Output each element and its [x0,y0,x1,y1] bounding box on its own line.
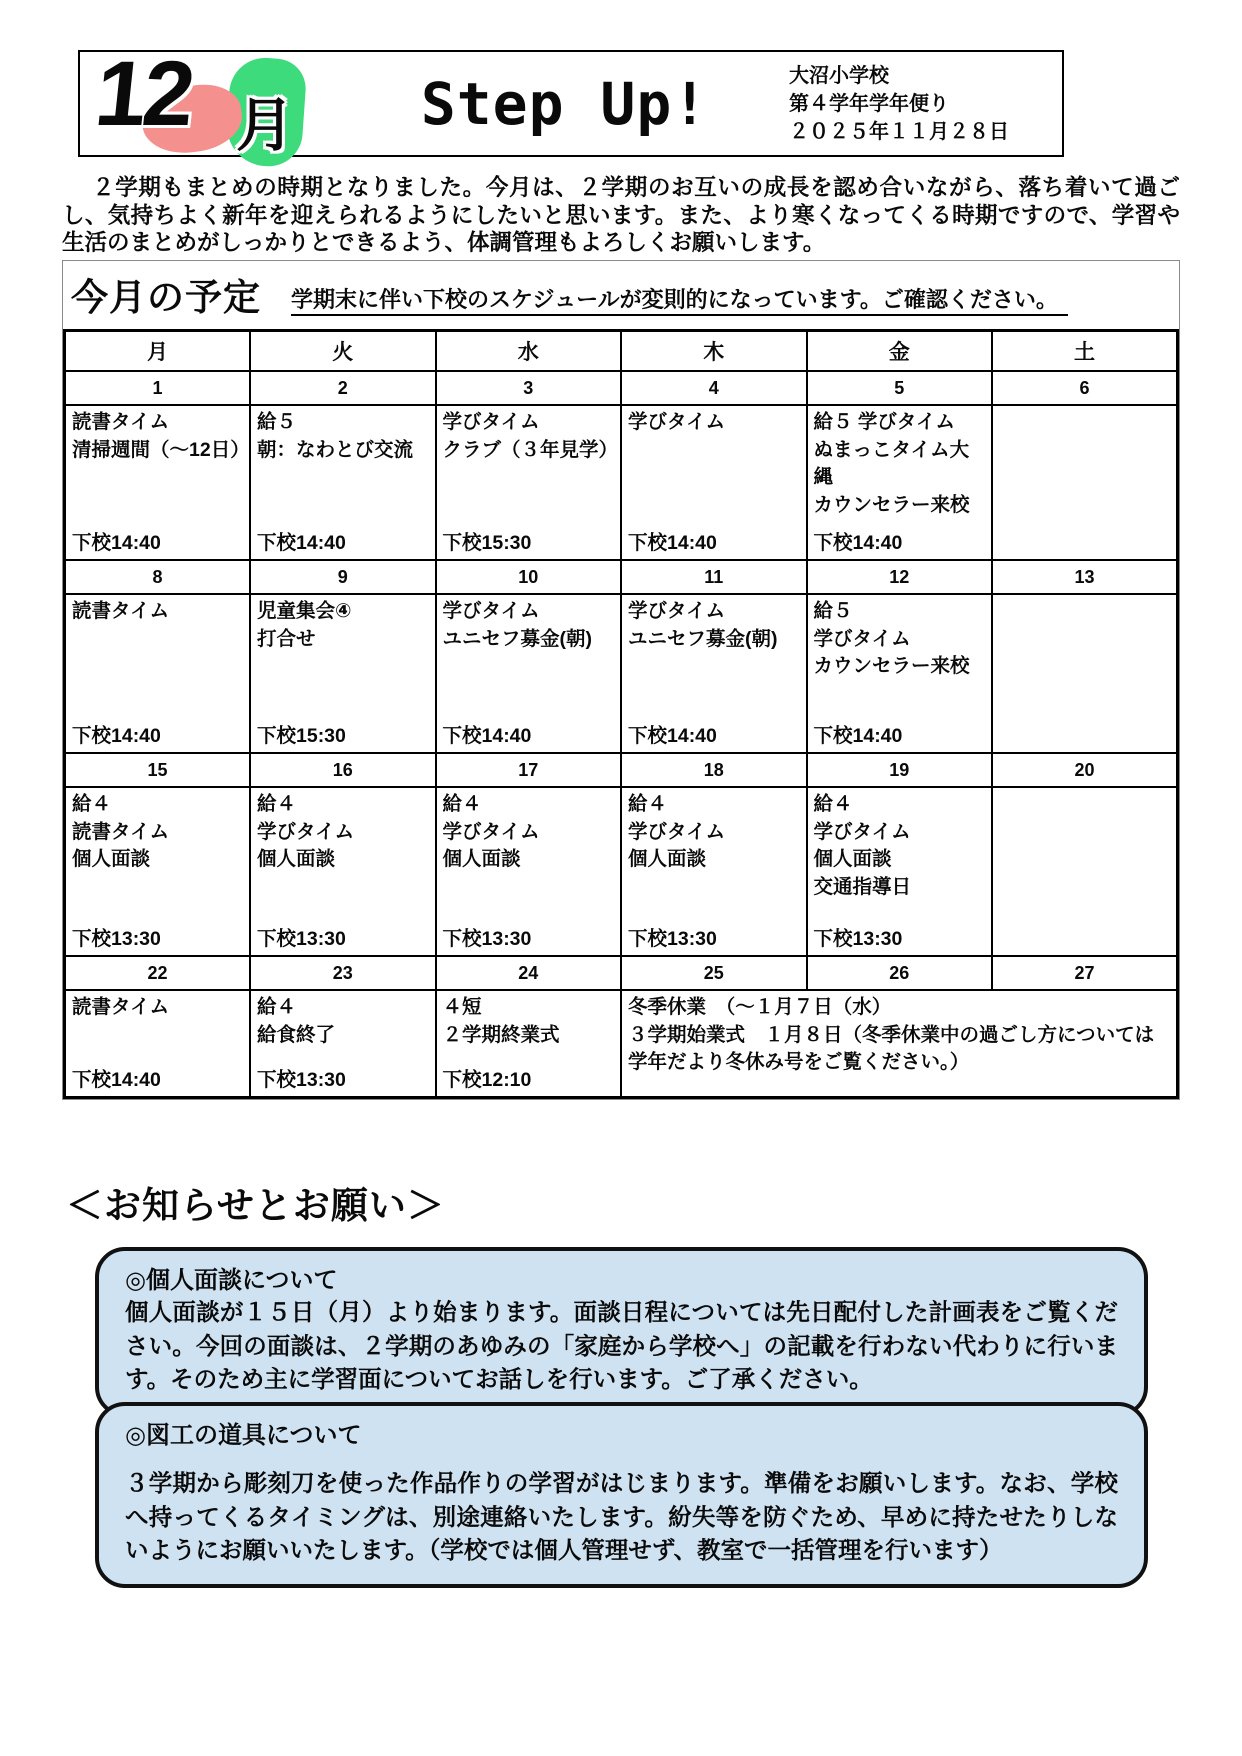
date-cell: 11 [621,560,807,594]
event-cell [65,405,251,560]
date-cell: 3 [436,371,622,405]
date-cell: 23 [250,956,436,990]
event-text: 学びタイム [442,600,540,622]
day-header: 火 [250,331,436,372]
announcement-title: ◎図工の道具について [125,1422,362,1449]
event-cell [65,787,251,956]
date-row [65,956,1178,990]
event-text: 読書タイム [72,996,170,1018]
event-cell [992,405,1178,560]
date-cell: 16 [250,753,436,787]
date-cell: 25 [621,956,807,990]
event-text: カウンセラー来校 [813,655,970,678]
event-text: 読書タイム [72,820,170,843]
event-list [72,598,244,626]
announcement-box-art-tools [95,1402,1148,1588]
event-text: クラブ（３年見学） [442,438,619,461]
day-header-row [65,331,1178,372]
event-list [442,409,619,464]
event-cell [992,594,1178,753]
date-cell: 13 [992,560,1178,594]
calendar-body [65,371,1178,1098]
events-row [65,405,1178,560]
event-text: ぬまっこタイム大縄 [813,438,970,489]
schedule-header [63,261,1179,329]
day-header: 月 [65,331,251,372]
event-list [443,994,616,1049]
issue-date: ２０２５年１１月２８日 [789,120,1009,143]
event-list [257,994,430,1049]
event-text: 給食終了 [257,1023,336,1046]
dismissal-time: 下校15:30 [257,724,346,747]
date-cell: 8 [65,560,251,594]
event-text: 清掃週間（～12日） [72,438,250,461]
dismissal-time: 下校14:40 [813,531,903,554]
dismissal-time: 下校13:30 [628,927,717,950]
event-text: 読書タイム [72,411,170,433]
events-row [65,594,1178,753]
event-cell [250,990,436,1098]
event-text: 個人面談 [72,848,151,871]
event-text: 個人面談 [628,848,707,871]
dismissal-time: 下校14:40 [72,724,161,747]
date-cell: 17 [436,753,622,787]
event-cell [65,990,251,1098]
events-row [65,787,1178,956]
month-kanji: 月 [236,92,295,158]
announcement-title: ◎個人面談について [125,1267,338,1294]
newsletter-title: Step Up! [420,69,709,138]
event-list [628,994,1171,1077]
announcement-body: ３学期から彫刻刀を使った作品作りの学習がはじまります。準備をお願いします。なお、学校へ持ってくるタイミングは、別途連絡いたします。紛失等を防ぐため、早めに持たせたりしないようにお願いいたします。（学校では個人管理せず、教室で一括管理を行います） [125,1470,1118,1564]
dismissal-time: 下校14:40 [813,724,903,747]
day-header: 土 [992,331,1178,372]
date-row [65,560,1178,594]
announcements-heading: ＜お知らせとお願い＞ [66,1185,445,1226]
announcement-box-interviews [95,1247,1148,1417]
event-cell [436,594,622,753]
event-text: 交通指導日 [813,876,912,899]
date-cell: 10 [436,560,622,594]
month-logo [90,42,340,158]
event-list [628,409,801,437]
date-cell: 2 [250,371,436,405]
event-cell [621,787,807,956]
dismissal-time: 下校14:40 [257,531,346,554]
event-list [814,598,987,681]
event-text: 冬季休業 （～１月７日（水） [628,996,892,1018]
date-cell: 9 [250,560,436,594]
event-list [257,409,430,464]
event-text: 打合せ [257,627,316,650]
date-cell: 24 [436,956,622,990]
event-text: 給５ [813,600,853,622]
event-text: 学びタイム [628,820,726,843]
date-cell: 27 [992,956,1178,990]
events-row [65,990,1178,1098]
day-header: 金 [807,331,993,372]
schedule-section [62,260,1180,1100]
event-text: 給４ [257,996,297,1018]
date-row [65,753,1178,787]
event-cell [807,594,993,753]
calendar-table [63,329,1179,1099]
event-text: 学びタイム [442,411,540,433]
intro-paragraph: ２学期もまとめの時期となりました。今月は、２学期のお互いの成長を認め合いながら、落ち着いて過ごし、気持ちよく新年を迎えられるようにしたいと思います。また、より寒くなってくる時期ですので、学習や生活のまとめがしっかりとできるよう、体調管理もよろしくお願いします。 [62,175,1180,256]
date-cell: 26 [807,956,993,990]
date-cell: 22 [65,956,251,990]
dismissal-time: 下校14:40 [628,531,717,554]
event-cell [250,405,436,560]
event-list [814,791,987,902]
event-text: 学びタイム [813,627,911,650]
date-cell: 12 [807,560,993,594]
event-text: 学びタイム [628,600,726,622]
dismissal-time: 下校14:40 [72,531,161,554]
event-text: ４短 [442,996,482,1018]
date-row [65,371,1178,405]
event-list [72,409,250,464]
event-text: 学びタイム [628,411,726,433]
schedule-title: 今月の予定 [71,277,261,318]
event-list [628,791,801,874]
event-cell [807,787,993,956]
event-text: 給５ 学びタイム [813,411,956,433]
newsletter-name: 第４学年学年便り [789,92,949,115]
event-text: ユニセフ募金(朝) [628,627,778,650]
event-text: 給４ [813,793,853,815]
event-text: 給４ [442,793,482,815]
event-cell [250,594,436,753]
date-cell: 20 [992,753,1178,787]
dismissal-time: 下校12:10 [442,1068,532,1091]
dismissal-time: 下校13:30 [257,927,346,950]
day-header: 水 [436,331,622,372]
event-list [72,791,244,874]
day-header: 木 [621,331,807,372]
event-list [628,598,801,653]
event-list [257,598,430,653]
header [78,42,1064,158]
school-name: 大沼小学校 [789,64,889,87]
event-cell [436,787,622,956]
event-cell [621,405,807,560]
dismissal-time: 下校15:30 [442,531,532,554]
date-cell: 18 [621,753,807,787]
event-text: 個人面談 [442,848,521,871]
dismissal-time: 下校13:30 [813,927,903,950]
dismissal-time: 下校14:40 [442,724,532,747]
event-text: ２学期終業式 [442,1023,560,1046]
dismissal-time: 下校14:40 [628,724,717,747]
event-cell [992,787,1178,956]
date-cell: 5 [807,371,993,405]
date-cell: 4 [621,371,807,405]
dismissal-time: 下校13:30 [72,927,161,950]
event-cell [250,787,436,956]
event-text: ユニセフ募金(朝) [442,627,592,650]
dismissal-time: 下校13:30 [442,927,532,950]
event-text: 給４ [257,793,297,815]
dismissal-time: 下校13:30 [257,1068,346,1091]
event-text: 学びタイム [442,820,540,843]
date-cell: 19 [807,753,993,787]
event-cell [436,990,622,1098]
event-cell [621,594,807,753]
date-cell: 1 [65,371,251,405]
event-cell [436,405,622,560]
event-list [443,598,616,653]
event-list [72,994,244,1022]
event-text: ３学期始業式 １月８日（冬季休業中の過ごし方については学年だより冬休み号をご覧ください。） [628,1023,1155,1074]
announcement-body: 個人面談が１５日（月）より始まります。面談日程については先日配付した計画表をご覧ください。今回の面談は、２学期のあゆみの「家庭から学校へ」の記載を行わない代わりに行います。そのため主に学習面についてお話しを行います。ご了承ください。 [125,1299,1118,1393]
event-text: 学びタイム [813,820,911,843]
date-cell: 15 [65,753,251,787]
event-cell [807,405,993,560]
date-cell: 6 [992,371,1178,405]
event-list [257,791,430,874]
event-text: 児童集会④ [257,600,352,622]
schedule-note: 学期末に伴い下校のスケジュールが変則的になっています。ご確認ください。 [291,283,1068,316]
event-cell [65,594,251,753]
event-text: カウンセラー来校 [813,494,970,517]
event-text: 給４ [72,793,112,815]
event-list [814,409,987,520]
event-text: 給４ [628,793,668,815]
event-list [443,791,616,874]
event-cell [621,990,1178,1098]
event-text: 個人面談 [813,848,892,871]
event-text: 朝：なわとび交流 [257,438,414,461]
event-text: 学びタイム [257,820,355,843]
event-text: 読書タイム [72,600,170,622]
event-text: 給５ [257,411,297,433]
school-info [789,62,1062,146]
event-text: 個人面談 [257,848,336,871]
dismissal-time: 下校14:40 [72,1068,161,1091]
month-number: 12 [90,42,196,145]
